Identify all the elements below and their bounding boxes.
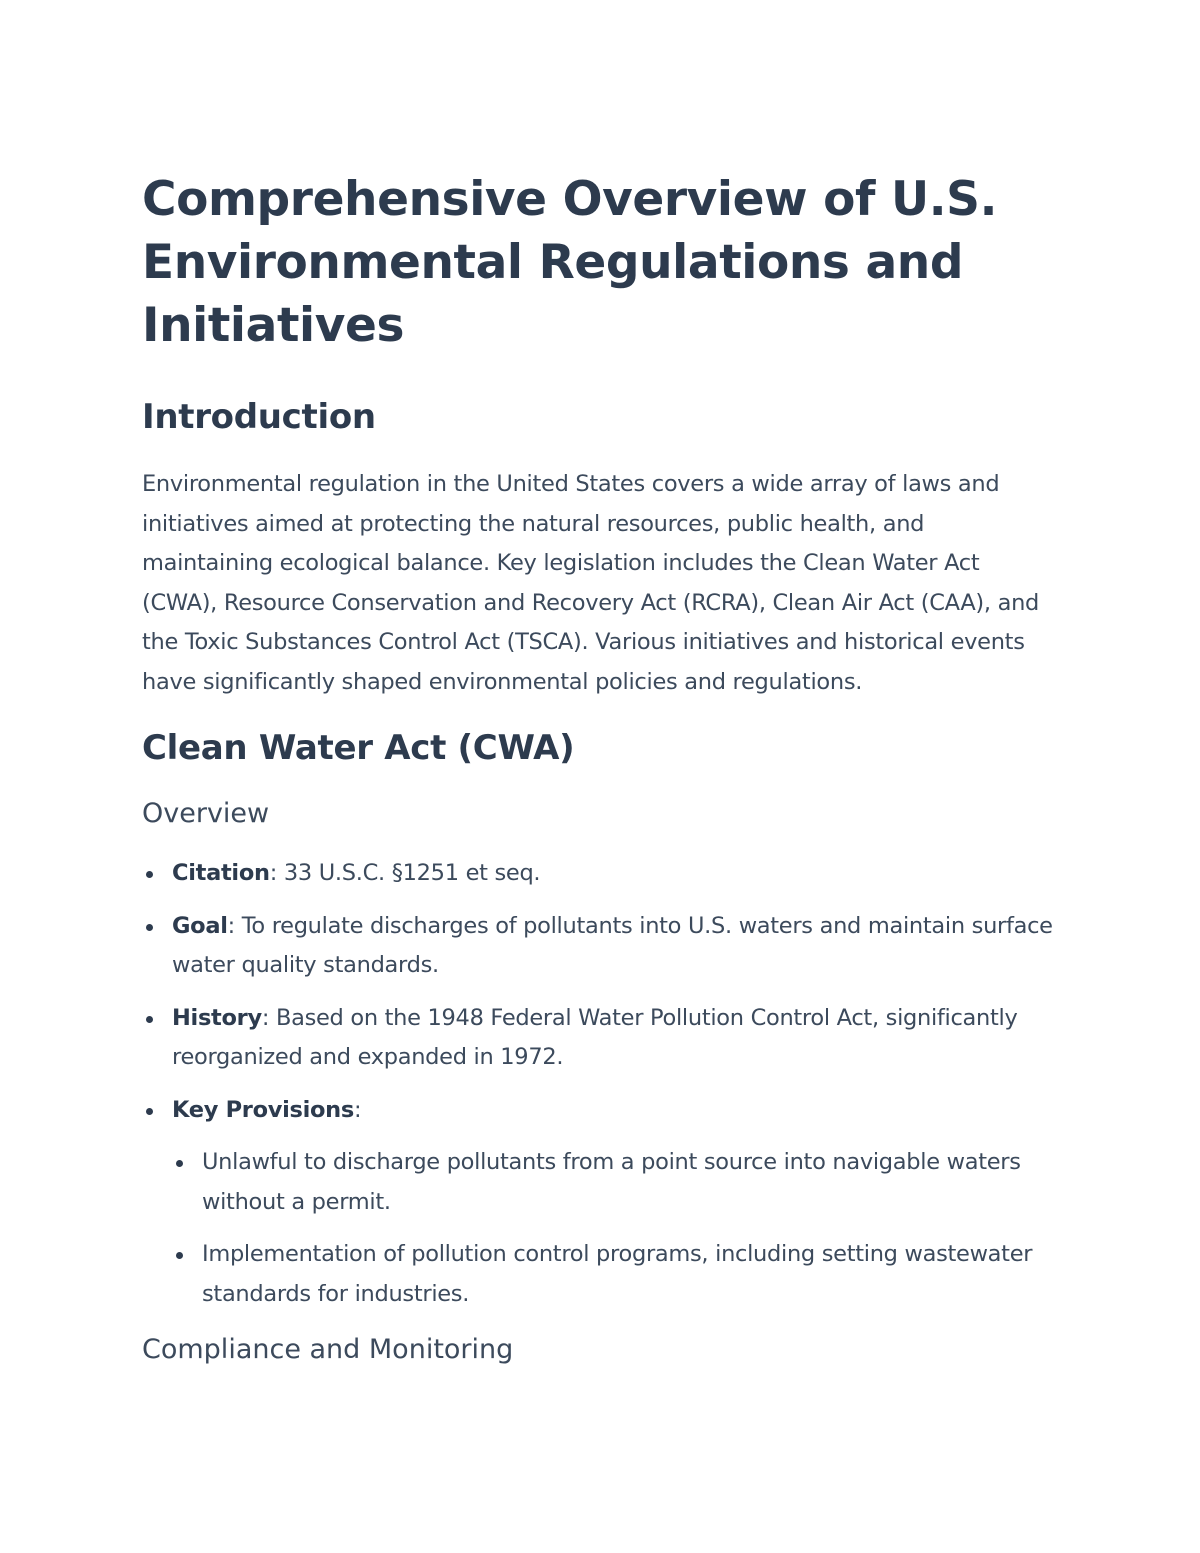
subsection-heading-compliance: Compliance and Monitoring	[142, 1334, 514, 1365]
list-item-goal	[142, 907, 1060, 986]
document-title: Comprehensive Overview of U.S. Environmental Regulations and Initiatives	[142, 172, 998, 353]
list-item-key-provisions	[142, 1091, 1060, 1315]
list-item-term: Goal	[172, 912, 228, 939]
list-item-term: Key Provisions	[172, 1096, 354, 1123]
list-item-text: : Based on the 1948 Federal Water Pollution Control Act, significantly reorganized and expanded in 1972.	[172, 1004, 1018, 1070]
introduction-paragraph: Environmental regulation in the United States covers a wide array of laws and initiatives aimed at protecting the natural resources, public health, and maintaining ecological balance. Key legislation includes the Clean Water Act (CWA), Resource Conservation and Recovery Act (RCRA), Clean Air Act (CAA), and the Toxic Substances Control Act (TSCA). Various initiatives and historical events have significantly shaped environmental policies and regulations.	[142, 471, 1040, 695]
list-item-history	[142, 999, 1060, 1078]
sublist-item: Unlawful to discharge pollutants from a point source into navigable waters without a permit.	[172, 1143, 1060, 1222]
list-item-term: Citation	[172, 860, 270, 886]
section-heading-cwa: Clean Water Act (CWA)	[142, 728, 575, 768]
key-provisions-sublist	[172, 1143, 1060, 1314]
section-heading-introduction: Introduction	[142, 397, 376, 437]
list-item-text: : 33 U.S.C. §1251 et seq.	[269, 860, 541, 886]
list-item-text: :	[354, 1096, 362, 1123]
subsection-heading-overview: Overview	[142, 798, 270, 829]
list-item-citation	[142, 854, 1060, 894]
list-item-text: : To regulate discharges of pollutants into U.S. waters and maintain surface water quality standards.	[172, 912, 1053, 978]
list-item-term: History	[172, 1004, 262, 1031]
overview-list	[142, 854, 1060, 1314]
sublist-item: Implementation of pollution control programs, including setting wastewater standards for industries.	[172, 1235, 1060, 1314]
